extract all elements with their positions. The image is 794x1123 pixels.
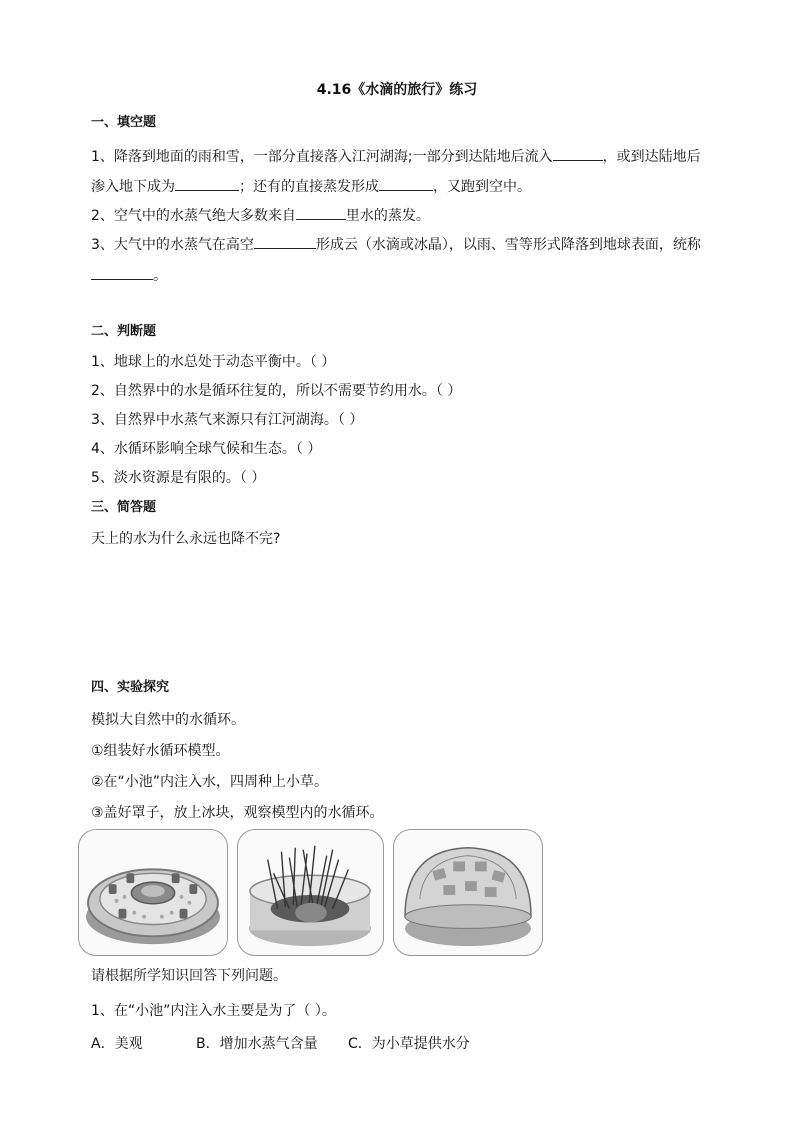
judge-item-1: 1、地球上的水总处于动态平衡中。（ ） <box>91 354 336 370</box>
q3-text-a: 3、大气中的水蒸气在高空 <box>91 237 254 253</box>
model-grass-illustration <box>238 830 383 955</box>
fill-question-2 <box>91 205 430 226</box>
q2-text-a: 2、空气中的水蒸气绝大多数来自 <box>91 208 296 224</box>
experiment-question-1: 1、在“小池”内注入水主要是为了（ ）。 <box>91 1003 336 1019</box>
section-heading-short-answer: 三、简答题 <box>91 500 157 515</box>
model-base-illustration <box>79 830 227 955</box>
answer-blank[interactable] <box>553 146 603 161</box>
answer-blank[interactable] <box>254 234 316 249</box>
option-a: A．美观 <box>91 1036 143 1052</box>
experiment-step-3: ③盖好罩子，放上冰块，观察模型内的水循环。 <box>91 805 384 821</box>
answer-blank[interactable] <box>91 265 153 280</box>
option-b: B．增加水蒸气含量 <box>196 1036 318 1052</box>
experiment-step-1: ①组装好水循环模型。 <box>91 743 230 759</box>
q1-text-e: ，又跑到空中。 <box>433 179 531 195</box>
answer-blank[interactable] <box>379 176 433 191</box>
fill-question-3-line-2 <box>91 265 167 286</box>
short-answer-question: 天上的水为什么永远也降不完? <box>91 531 281 547</box>
option-c: C．为小草提供水分 <box>348 1036 470 1052</box>
q1-text-c: 渗入地下成为 <box>91 179 175 195</box>
q2-text-b: 里水的蒸发。 <box>345 208 430 224</box>
model-covered-illustration <box>394 830 542 955</box>
section-heading-fill: 一、填空题 <box>91 115 157 130</box>
page-title: 4.16《水滴的旅行》练习 <box>316 82 478 98</box>
fill-question-1-line-1 <box>91 146 701 167</box>
answer-blank[interactable] <box>175 176 239 191</box>
q3-text-c: 。 <box>153 268 167 284</box>
section-heading-experiment: 四、实验探究 <box>91 680 170 695</box>
judge-item-2: 2、自然界中的水是循环往复的，所以不需要节约用水。（ ） <box>91 383 462 399</box>
experiment-step-2: ②在“小池”内注入水，四周种上小草。 <box>91 774 329 790</box>
fill-question-3-line-1 <box>91 234 701 255</box>
judge-item-5: 5、淡水资源是有限的。（ ） <box>91 470 266 486</box>
q1-text-a: 1、降落到地面的雨和雪，一部分直接落入江河湖海;一部分到达陆地后流入 <box>91 149 553 165</box>
experiment-prompt: 请根据所学知识回答下列问题。 <box>91 968 287 984</box>
q3-text-b: 形成云（水滴或冰晶），以雨、雪等形式降落到地球表面，统称 <box>315 237 701 253</box>
judge-item-4: 4、水循环影响全球气候和生态。（ ） <box>91 441 322 457</box>
judge-item-3: 3、自然界中水蒸气来源只有江河湖海。（ ） <box>91 412 364 428</box>
section-heading-judge: 二、判断题 <box>91 324 157 339</box>
water-cycle-model-grass-photo <box>237 829 384 956</box>
experiment-intro: 模拟大自然中的水循环。 <box>91 712 245 728</box>
q1-text-d: ；还有的直接蒸发形成 <box>239 179 379 195</box>
water-cycle-model-base-photo <box>78 829 228 956</box>
answer-blank[interactable] <box>296 205 346 220</box>
fill-question-1-line-2 <box>91 176 531 197</box>
q1-text-b: ，或到达陆地后 <box>602 149 701 165</box>
water-cycle-model-covered-photo <box>393 829 543 956</box>
